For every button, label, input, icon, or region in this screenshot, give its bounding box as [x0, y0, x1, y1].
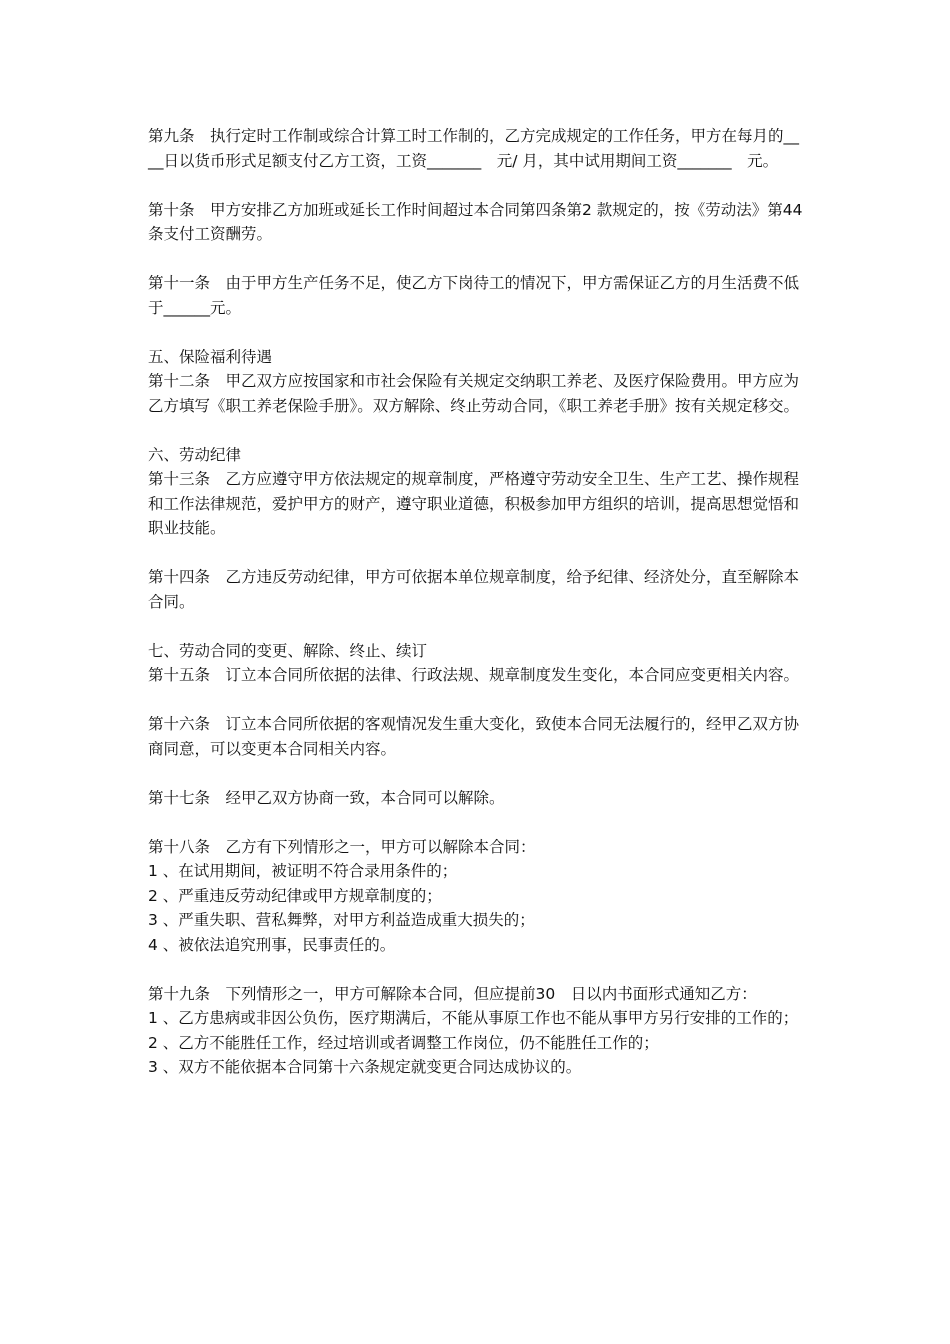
article-18: 第十八条 乙方有下列情形之一，甲方可以解除本合同： 1 、在试用期间，被证明不符合录用条件的； 2 、严重违反劳动纪律或甲方规章制度的； 3 、严重失职、营私舞弊，对甲方利益造成重大损失的； 4 、被依法追究刑事，民事责任的。 [148, 837, 536, 954]
paragraph-gap [148, 418, 806, 443]
article-11: 第十一条 由于甲方生产任务不足，使乙方下岗待工的情况下，甲方需保证乙方的月生活费不低于______元。 [148, 274, 800, 317]
article-10: 第十条 甲方安排乙方加班或延长工作时间超过本合同第四条第2 款规定的，按《劳动法》第44 条支付工资酬劳。 [148, 200, 819, 243]
paragraph-gap [148, 810, 806, 835]
paragraph-gap [148, 688, 806, 713]
paragraph-gap [148, 614, 806, 639]
section-7-contract-changes: 七、劳动合同的变更、解除、终止、续订 第十五条 订立本合同所依据的法律、行政法规、规章制度发生变化，本合同应变更相关内容。 [148, 641, 800, 684]
paragraph-gap [148, 541, 806, 566]
article-9: 第九条 执行定时工作制或综合计算工时工作制的，乙方完成规定的工作任务，甲方在每月的____日以货币形式足额支付乙方工资，工资_______ 元/ 月，其中试用期间工资_______ 元。 [148, 127, 800, 170]
paragraph-gap [148, 173, 806, 198]
article-17: 第十七条 经甲乙双方协商一致，本合同可以解除。 [148, 788, 505, 807]
article-16: 第十六条 订立本合同所依据的客观情况发生重大变化，致使本合同无法履行的，经甲乙双方协商同意，可以变更本合同相关内容。 [148, 715, 800, 758]
document-page [148, 124, 819, 1080]
paragraph-gap [148, 247, 806, 272]
section-6-discipline: 六、劳动纪律 第十三条 乙方应遵守甲方依法规定的规章制度，严格遵守劳动安全卫生、生产工艺、操作规程和工作法律规范，爱护甲方的财产，遵守职业道德，积极参加甲方组织的培训，提高思想觉悟和职业技能。 [148, 445, 800, 537]
paragraph-gap [148, 320, 806, 345]
paragraph-gap [148, 957, 806, 982]
article-14: 第十四条 乙方违反劳动纪律，甲方可依据本单位规章制度，给予纪律、经济处分，直至解除本合同。 [148, 568, 800, 611]
section-5-insurance: 五、保险福利待遇 第十二条 甲乙双方应按国家和市社会保险有关规定交纳职工养老、及医疗保险费用。甲方应为乙方填写《职工养老保险手册》。双方解除、终止劳动合同，《职工养老手册》按有关规定移交。 [148, 347, 800, 415]
paragraph-gap [148, 761, 806, 786]
article-19: 第十九条 下列情形之一，甲方可解除本合同，但应提前30 日以内书面形式通知乙方： 1 、乙方患病或非因公负伤，医疗期满后，不能从事原工作也不能从事甲方另行安排的工作的； 2 、乙方不能胜任工作，经过培训或者调整工作岗位，仍不能胜任工作的； 3 、双方不能依据本合同第十六条规定就变更合同达成协议的。 [148, 984, 799, 1076]
